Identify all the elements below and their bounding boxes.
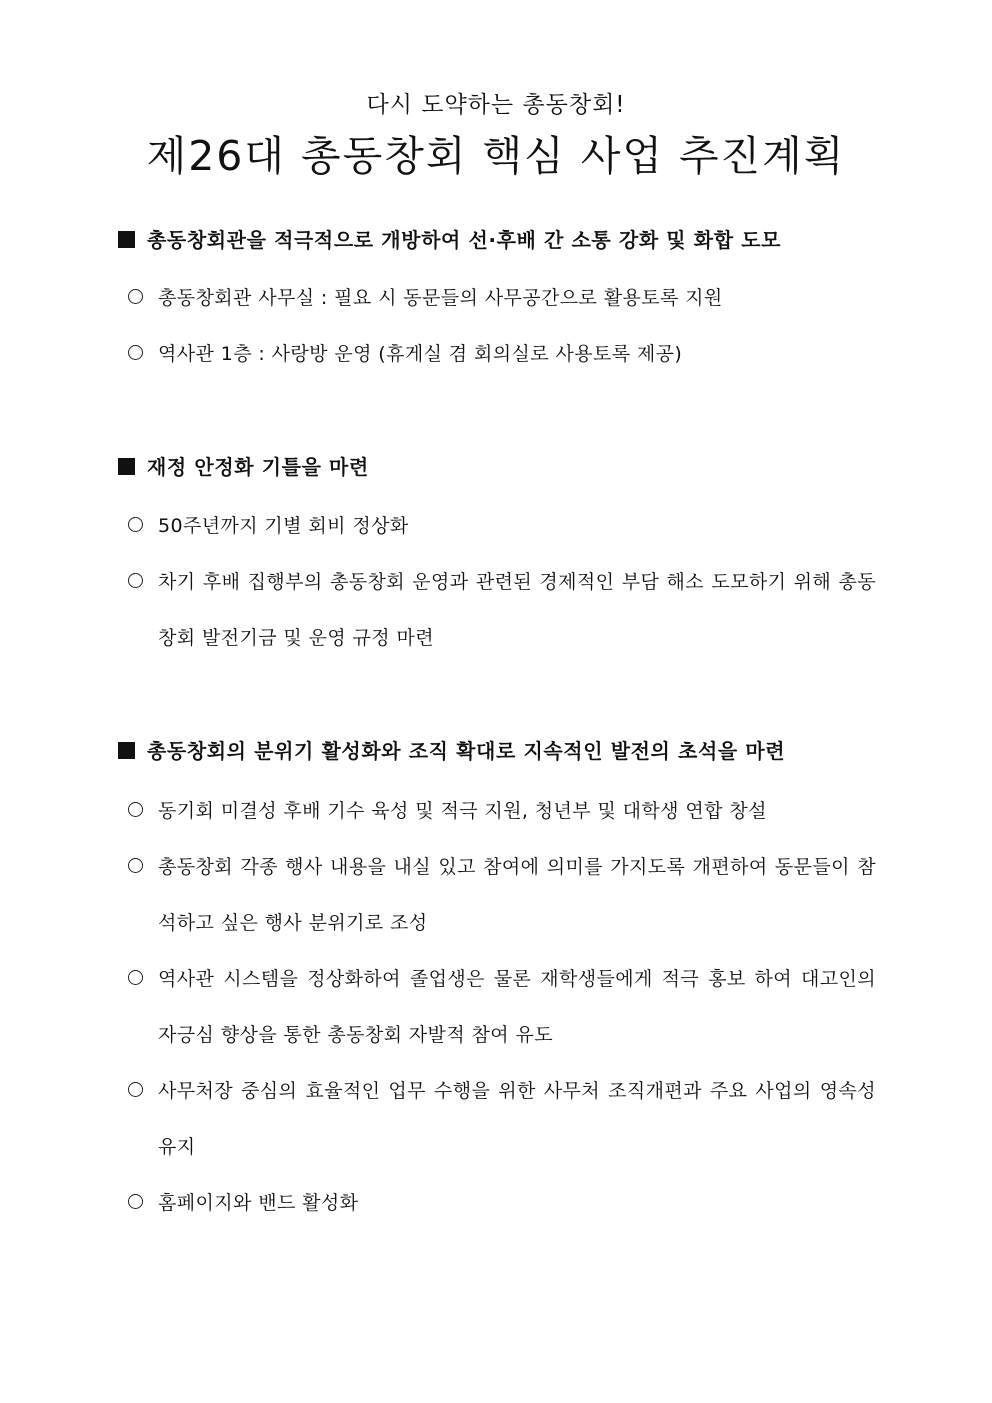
list-item-text: 총동창회 각종 행사 내용을 내실 있고 참여에 의미를 가지도록 개편하여 동문들이 참석하고 싶은 행사 분위기로 조성 <box>158 856 876 934</box>
list-item-text: 동기회 미결성 후배 기수 육성 및 적극 지원, 청년부 및 대학생 연합 창설 <box>158 800 767 822</box>
square-bullet-icon <box>118 231 135 248</box>
list-item <box>128 1063 876 1175</box>
circle-bullet-icon <box>128 1194 143 1209</box>
section-heading-text: 재정 안정화 기틀을 마련 <box>147 455 369 479</box>
list-item <box>128 783 876 839</box>
section-heading-text: 총동창회의 분위기 활성화와 조직 확대로 지속적인 발전의 초석을 마련 <box>147 739 786 763</box>
list-item-text: 총동창회관 사무실 : 필요 시 동문들의 사무공간으로 활용토록 지원 <box>158 287 723 309</box>
list-item <box>128 554 876 666</box>
list-item <box>128 498 876 554</box>
square-bullet-icon <box>118 742 135 759</box>
list-item <box>128 951 876 1063</box>
circle-bullet-icon <box>128 1082 143 1097</box>
section-heading-3 <box>118 737 878 765</box>
document-title: 제26대 총동창회 핵심 사업 추진계획 <box>146 132 846 180</box>
list-item-text: 차기 후배 집행부의 총동창회 운영과 관련된 경제적인 부담 해소 도모하기 위해 총동창회 발전기금 및 운영 규정 마련 <box>158 571 876 649</box>
list-item-text: 50주년까지 기별 회비 정상화 <box>158 515 409 537</box>
circle-bullet-icon <box>128 573 143 588</box>
list-item-text: 역사관 시스템을 정상화하여 졸업생은 물론 재학생들에게 적극 홍보 하여 대고인의 자긍심 향상을 통한 총동창회 자발적 참여 유도 <box>158 968 876 1046</box>
circle-bullet-icon <box>128 802 143 817</box>
circle-bullet-icon <box>128 970 143 985</box>
circle-bullet-icon <box>128 517 143 532</box>
list-item-text: 역사관 1층 : 사랑방 운영 (휴게실 겸 회의실로 사용토록 제공) <box>158 343 683 365</box>
list-item <box>128 839 876 951</box>
circle-bullet-icon <box>128 858 143 873</box>
list-item-text: 홈페이지와 밴드 활성화 <box>158 1192 359 1214</box>
section-heading-text: 총동창회관을 적극적으로 개방하여 선·후배 간 소통 강화 및 화합 도모 <box>147 228 782 252</box>
section-heading-2 <box>118 453 878 481</box>
list-item-text: 사무처장 중심의 효율적인 업무 수행을 위한 사무처 조직개편과 주요 사업의 영속성 유지 <box>158 1080 876 1158</box>
circle-bullet-icon <box>128 289 143 304</box>
section-heading-1 <box>118 226 878 254</box>
circle-bullet-icon <box>128 345 143 360</box>
list-item <box>128 326 876 382</box>
document-subtitle: 다시 도약하는 총동창회! <box>366 92 626 118</box>
list-item <box>128 1175 876 1231</box>
square-bullet-icon <box>118 458 135 475</box>
list-item <box>128 270 876 326</box>
